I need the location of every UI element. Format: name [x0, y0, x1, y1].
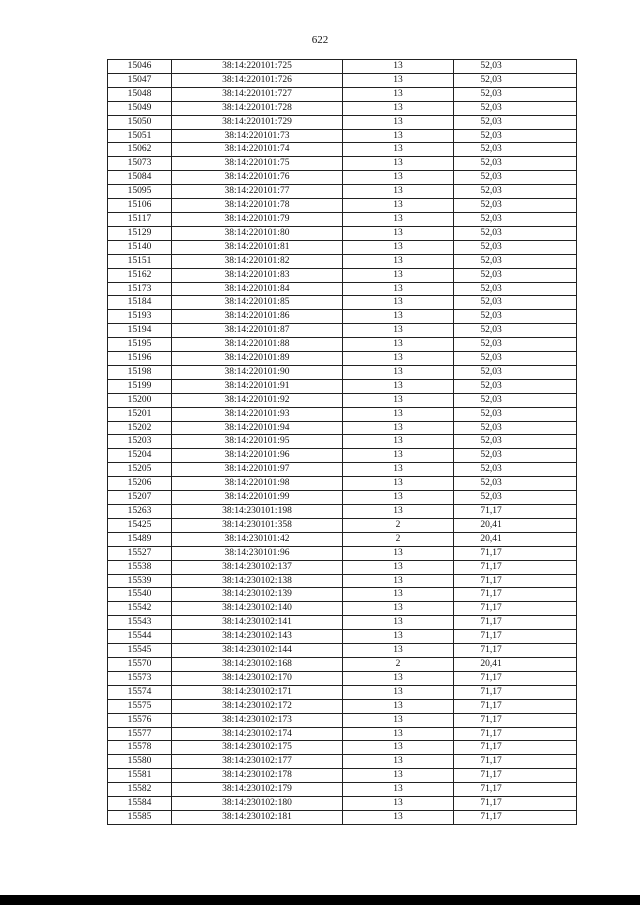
row-number-cell: 15574	[108, 685, 172, 699]
table-row	[108, 365, 577, 379]
quantity-cell: 13	[343, 449, 454, 463]
value-cell: 52,03	[454, 435, 577, 449]
cadastral-number-cell: 38:14:220101:73	[172, 129, 343, 143]
quantity-cell: 13	[343, 505, 454, 519]
row-number-cell: 15203	[108, 435, 172, 449]
cadastral-number-cell: 38:14:230102:143	[172, 630, 343, 644]
table-row	[108, 505, 577, 519]
quantity-cell: 13	[343, 699, 454, 713]
value-cell: 52,03	[454, 365, 577, 379]
table-row	[108, 644, 577, 658]
quantity-cell: 13	[343, 421, 454, 435]
cadastral-number-cell: 38:14:230102:181	[172, 810, 343, 824]
table-row	[108, 240, 577, 254]
table-row	[108, 87, 577, 101]
cadastral-number-cell: 38:14:220101:92	[172, 393, 343, 407]
row-number-cell: 15543	[108, 616, 172, 630]
table-row	[108, 532, 577, 546]
table-row	[108, 574, 577, 588]
value-cell: 71,17	[454, 546, 577, 560]
quantity-cell: 13	[343, 602, 454, 616]
table-row	[108, 741, 577, 755]
quantity-cell: 13	[343, 379, 454, 393]
table-row	[108, 101, 577, 115]
row-number-cell: 15184	[108, 296, 172, 310]
quantity-cell: 13	[343, 393, 454, 407]
row-number-cell: 15200	[108, 393, 172, 407]
cadastral-number-cell: 38:14:220101:727	[172, 87, 343, 101]
cadastral-number-cell: 38:14:220101:78	[172, 199, 343, 213]
quantity-cell: 13	[343, 268, 454, 282]
page-number: 622	[311, 34, 329, 46]
table-row	[108, 518, 577, 532]
quantity-cell: 13	[343, 240, 454, 254]
quantity-cell: 13	[343, 477, 454, 491]
table-row	[108, 657, 577, 671]
row-number-cell: 15084	[108, 171, 172, 185]
value-cell: 52,03	[454, 393, 577, 407]
value-cell: 71,17	[454, 505, 577, 519]
quantity-cell: 13	[343, 769, 454, 783]
row-number-cell: 15140	[108, 240, 172, 254]
cadastral-number-cell: 38:14:230101:42	[172, 532, 343, 546]
row-number-cell: 15489	[108, 532, 172, 546]
row-number-cell: 15046	[108, 60, 172, 74]
quantity-cell: 13	[343, 338, 454, 352]
value-cell: 52,03	[454, 171, 577, 185]
row-number-cell: 15263	[108, 505, 172, 519]
row-number-cell: 15049	[108, 101, 172, 115]
quantity-cell: 13	[343, 185, 454, 199]
quantity-cell: 13	[343, 546, 454, 560]
quantity-cell: 13	[343, 101, 454, 115]
quantity-cell: 13	[343, 143, 454, 157]
value-cell: 52,03	[454, 212, 577, 226]
table-row	[108, 212, 577, 226]
row-number-cell: 15573	[108, 671, 172, 685]
quantity-cell: 13	[343, 755, 454, 769]
table-row	[108, 463, 577, 477]
table-row	[108, 60, 577, 74]
value-cell: 52,03	[454, 491, 577, 505]
cadastral-number-cell: 38:14:220101:91	[172, 379, 343, 393]
cadastral-number-cell: 38:14:230102:168	[172, 657, 343, 671]
value-cell: 52,03	[454, 157, 577, 171]
table-row	[108, 185, 577, 199]
value-cell: 71,17	[454, 810, 577, 824]
table-row	[108, 671, 577, 685]
cadastral-number-cell: 38:14:230102:144	[172, 644, 343, 658]
cadastral-number-cell: 38:14:220101:93	[172, 407, 343, 421]
table-row	[108, 602, 577, 616]
row-number-cell: 15577	[108, 727, 172, 741]
table-row	[108, 449, 577, 463]
quantity-cell: 13	[343, 685, 454, 699]
table-row	[108, 491, 577, 505]
table-row	[108, 783, 577, 797]
quantity-cell: 13	[343, 797, 454, 811]
row-number-cell: 15580	[108, 755, 172, 769]
cadastral-number-cell: 38:14:220101:82	[172, 254, 343, 268]
cadastral-number-cell: 38:14:230102:137	[172, 560, 343, 574]
quantity-cell: 13	[343, 727, 454, 741]
row-number-cell: 15129	[108, 226, 172, 240]
table-row	[108, 699, 577, 713]
row-number-cell: 15575	[108, 699, 172, 713]
cadastral-number-cell: 38:14:230102:173	[172, 713, 343, 727]
row-number-cell: 15047	[108, 73, 172, 87]
value-cell: 71,17	[454, 644, 577, 658]
row-number-cell: 15205	[108, 463, 172, 477]
row-number-cell: 15578	[108, 741, 172, 755]
quantity-cell: 13	[343, 560, 454, 574]
row-number-cell: 15542	[108, 602, 172, 616]
table-row	[108, 435, 577, 449]
table-row	[108, 588, 577, 602]
quantity-cell: 2	[343, 532, 454, 546]
cadastral-number-cell: 38:14:220101:76	[172, 171, 343, 185]
quantity-cell: 13	[343, 574, 454, 588]
cadastral-number-cell: 38:14:230102:172	[172, 699, 343, 713]
quantity-cell: 13	[343, 296, 454, 310]
quantity-cell: 13	[343, 588, 454, 602]
quantity-cell: 13	[343, 713, 454, 727]
row-number-cell: 15193	[108, 310, 172, 324]
value-cell: 71,17	[454, 560, 577, 574]
row-number-cell: 15106	[108, 199, 172, 213]
cadastral-number-cell: 38:14:220101:88	[172, 338, 343, 352]
value-cell: 52,03	[454, 449, 577, 463]
cadastral-number-cell: 38:14:230102:174	[172, 727, 343, 741]
value-cell: 71,17	[454, 783, 577, 797]
value-cell: 52,03	[454, 60, 577, 74]
row-number-cell: 15570	[108, 657, 172, 671]
row-number-cell: 15073	[108, 157, 172, 171]
value-cell: 52,03	[454, 296, 577, 310]
table-row	[108, 407, 577, 421]
quantity-cell: 13	[343, 171, 454, 185]
quantity-cell: 13	[343, 60, 454, 74]
quantity-cell: 13	[343, 199, 454, 213]
table-row	[108, 268, 577, 282]
cadastral-number-cell: 38:14:220101:83	[172, 268, 343, 282]
cadastral-number-cell: 38:14:230101:358	[172, 518, 343, 532]
value-cell: 71,17	[454, 699, 577, 713]
quantity-cell: 2	[343, 657, 454, 671]
value-cell: 20,41	[454, 532, 577, 546]
cadastral-number-cell: 38:14:230102:170	[172, 671, 343, 685]
table-row	[108, 143, 577, 157]
cadastral-number-cell: 38:14:230102:179	[172, 783, 343, 797]
row-number-cell: 15539	[108, 574, 172, 588]
quantity-cell: 13	[343, 73, 454, 87]
cadastral-number-cell: 38:14:230102:177	[172, 755, 343, 769]
data-table	[107, 59, 577, 825]
value-cell: 52,03	[454, 282, 577, 296]
row-number-cell: 15051	[108, 129, 172, 143]
table-row	[108, 713, 577, 727]
value-cell: 71,17	[454, 685, 577, 699]
value-cell: 52,03	[454, 463, 577, 477]
row-number-cell: 15576	[108, 713, 172, 727]
cadastral-number-cell: 38:14:220101:86	[172, 310, 343, 324]
row-number-cell: 15095	[108, 185, 172, 199]
table-row	[108, 630, 577, 644]
table-body	[108, 60, 577, 825]
row-number-cell: 15425	[108, 518, 172, 532]
row-number-cell: 15538	[108, 560, 172, 574]
value-cell: 52,03	[454, 87, 577, 101]
table-row	[108, 727, 577, 741]
value-cell: 52,03	[454, 199, 577, 213]
quantity-cell: 13	[343, 87, 454, 101]
value-cell: 52,03	[454, 185, 577, 199]
value-cell: 20,41	[454, 518, 577, 532]
quantity-cell: 2	[343, 518, 454, 532]
quantity-cell: 13	[343, 129, 454, 143]
cadastral-number-cell: 38:14:230101:96	[172, 546, 343, 560]
row-number-cell: 15202	[108, 421, 172, 435]
quantity-cell: 13	[343, 310, 454, 324]
cadastral-number-cell: 38:14:220101:89	[172, 352, 343, 366]
value-cell: 71,17	[454, 755, 577, 769]
row-number-cell: 15584	[108, 797, 172, 811]
cadastral-number-cell: 38:14:220101:729	[172, 115, 343, 129]
cadastral-number-cell: 38:14:220101:725	[172, 60, 343, 74]
row-number-cell: 15151	[108, 254, 172, 268]
value-cell: 52,03	[454, 129, 577, 143]
quantity-cell: 13	[343, 212, 454, 226]
quantity-cell: 13	[343, 810, 454, 824]
row-number-cell: 15206	[108, 477, 172, 491]
value-cell: 52,03	[454, 379, 577, 393]
quantity-cell: 13	[343, 282, 454, 296]
cadastral-number-cell: 38:14:220101:728	[172, 101, 343, 115]
value-cell: 52,03	[454, 268, 577, 282]
table-row	[108, 352, 577, 366]
table-row	[108, 73, 577, 87]
cadastral-number-cell: 38:14:220101:84	[172, 282, 343, 296]
value-cell: 71,17	[454, 616, 577, 630]
cadastral-number-cell: 38:14:230102:139	[172, 588, 343, 602]
row-number-cell: 15582	[108, 783, 172, 797]
row-number-cell: 15540	[108, 588, 172, 602]
row-number-cell: 15162	[108, 268, 172, 282]
quantity-cell: 13	[343, 365, 454, 379]
value-cell: 71,17	[454, 797, 577, 811]
value-cell: 52,03	[454, 407, 577, 421]
value-cell: 52,03	[454, 226, 577, 240]
row-number-cell: 15198	[108, 365, 172, 379]
value-cell: 52,03	[454, 352, 577, 366]
value-cell: 52,03	[454, 477, 577, 491]
cadastral-number-cell: 38:14:220101:94	[172, 421, 343, 435]
cadastral-number-cell: 38:14:220101:95	[172, 435, 343, 449]
value-cell: 52,03	[454, 421, 577, 435]
row-number-cell: 15581	[108, 769, 172, 783]
table-row	[108, 560, 577, 574]
cadastral-number-cell: 38:14:220101:99	[172, 491, 343, 505]
value-cell: 52,03	[454, 143, 577, 157]
row-number-cell: 15204	[108, 449, 172, 463]
table-row	[108, 477, 577, 491]
value-cell: 52,03	[454, 115, 577, 129]
value-cell: 52,03	[454, 240, 577, 254]
table-row	[108, 129, 577, 143]
table-row	[108, 226, 577, 240]
cadastral-number-cell: 38:14:230102:180	[172, 797, 343, 811]
quantity-cell: 13	[343, 463, 454, 477]
value-cell: 71,17	[454, 602, 577, 616]
quantity-cell: 13	[343, 226, 454, 240]
quantity-cell: 13	[343, 407, 454, 421]
value-cell: 52,03	[454, 338, 577, 352]
cadastral-number-cell: 38:14:220101:87	[172, 324, 343, 338]
table-row	[108, 797, 577, 811]
value-cell: 52,03	[454, 254, 577, 268]
quantity-cell: 13	[343, 157, 454, 171]
quantity-cell: 13	[343, 671, 454, 685]
table-row	[108, 421, 577, 435]
quantity-cell: 13	[343, 352, 454, 366]
quantity-cell: 13	[343, 435, 454, 449]
row-number-cell: 15201	[108, 407, 172, 421]
table-row	[108, 171, 577, 185]
row-number-cell: 15194	[108, 324, 172, 338]
cadastral-number-cell: 38:14:230102:178	[172, 769, 343, 783]
value-cell: 52,03	[454, 73, 577, 87]
quantity-cell: 13	[343, 324, 454, 338]
cadastral-number-cell: 38:14:220101:79	[172, 212, 343, 226]
table-row	[108, 755, 577, 769]
table-row	[108, 379, 577, 393]
row-number-cell: 15544	[108, 630, 172, 644]
value-cell: 20,41	[454, 657, 577, 671]
quantity-cell: 13	[343, 491, 454, 505]
table-row	[108, 616, 577, 630]
cadastral-number-cell: 38:14:220101:98	[172, 477, 343, 491]
cadastral-number-cell: 38:14:230101:198	[172, 505, 343, 519]
cadastral-number-cell: 38:14:230102:175	[172, 741, 343, 755]
value-cell: 71,17	[454, 630, 577, 644]
cadastral-number-cell: 38:14:220101:90	[172, 365, 343, 379]
value-cell: 71,17	[454, 574, 577, 588]
value-cell: 71,17	[454, 741, 577, 755]
cadastral-number-cell: 38:14:220101:75	[172, 157, 343, 171]
value-cell: 71,17	[454, 713, 577, 727]
table-row	[108, 810, 577, 824]
quantity-cell: 13	[343, 644, 454, 658]
cadastral-number-cell: 38:14:230102:171	[172, 685, 343, 699]
row-number-cell: 15527	[108, 546, 172, 560]
table-row	[108, 769, 577, 783]
cadastral-number-cell: 38:14:220101:97	[172, 463, 343, 477]
value-cell: 52,03	[454, 324, 577, 338]
quantity-cell: 13	[343, 741, 454, 755]
value-cell: 71,17	[454, 671, 577, 685]
row-number-cell: 15585	[108, 810, 172, 824]
table-row	[108, 282, 577, 296]
row-number-cell: 15048	[108, 87, 172, 101]
cadastral-number-cell: 38:14:220101:80	[172, 226, 343, 240]
cadastral-number-cell: 38:14:220101:81	[172, 240, 343, 254]
table-row	[108, 310, 577, 324]
value-cell: 52,03	[454, 101, 577, 115]
row-number-cell: 15173	[108, 282, 172, 296]
row-number-cell: 15117	[108, 212, 172, 226]
quantity-cell: 13	[343, 783, 454, 797]
value-cell: 71,17	[454, 769, 577, 783]
row-number-cell: 15545	[108, 644, 172, 658]
table-row	[108, 199, 577, 213]
row-number-cell: 15196	[108, 352, 172, 366]
table-row	[108, 296, 577, 310]
cadastral-number-cell: 38:14:220101:74	[172, 143, 343, 157]
table-row	[108, 324, 577, 338]
value-cell: 71,17	[454, 588, 577, 602]
row-number-cell: 15199	[108, 379, 172, 393]
quantity-cell: 13	[343, 115, 454, 129]
value-cell: 71,17	[454, 727, 577, 741]
quantity-cell: 13	[343, 616, 454, 630]
cadastral-number-cell: 38:14:220101:85	[172, 296, 343, 310]
table-row	[108, 254, 577, 268]
table-row	[108, 115, 577, 129]
cadastral-number-cell: 38:14:220101:726	[172, 73, 343, 87]
table-row	[108, 685, 577, 699]
row-number-cell: 15207	[108, 491, 172, 505]
cadastral-number-cell: 38:14:230102:138	[172, 574, 343, 588]
cadastral-number-cell: 38:14:230102:141	[172, 616, 343, 630]
table-row	[108, 393, 577, 407]
cadastral-number-cell: 38:14:220101:77	[172, 185, 343, 199]
scan-edge	[0, 895, 640, 905]
table-row	[108, 157, 577, 171]
value-cell: 52,03	[454, 310, 577, 324]
table-row	[108, 546, 577, 560]
cadastral-number-cell: 38:14:220101:96	[172, 449, 343, 463]
row-number-cell: 15062	[108, 143, 172, 157]
cadastral-number-cell: 38:14:230102:140	[172, 602, 343, 616]
quantity-cell: 13	[343, 630, 454, 644]
table-row	[108, 338, 577, 352]
quantity-cell: 13	[343, 254, 454, 268]
row-number-cell: 15050	[108, 115, 172, 129]
row-number-cell: 15195	[108, 338, 172, 352]
